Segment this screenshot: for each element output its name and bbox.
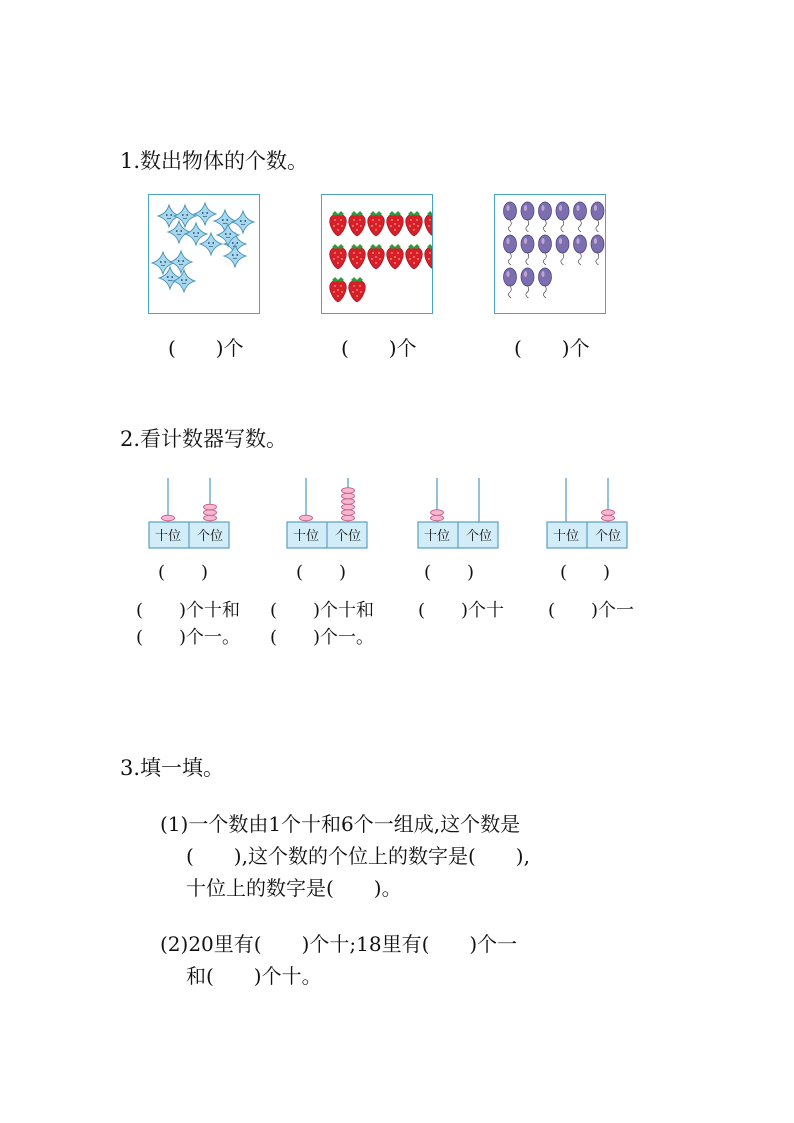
tens-place-label: 十位: [552, 529, 580, 544]
strawberry-item: [387, 211, 404, 236]
ones-place-label: 个位: [196, 529, 224, 544]
strawberry-item: [406, 211, 423, 236]
strawberry-item: [349, 211, 366, 236]
abacus-bead: [342, 493, 355, 499]
strawberry-item: [387, 244, 404, 269]
abacus-bead: [342, 515, 355, 521]
q1-title: 1.数出物体的个数。: [120, 149, 309, 173]
star-item: [232, 211, 254, 233]
abacus-bead: [204, 515, 217, 521]
tens-place-label: 十位: [292, 529, 320, 544]
strawberry-item: [349, 244, 366, 269]
abacus-3-number-blank[interactable]: ( ): [424, 562, 475, 583]
strawberry-item: [406, 244, 423, 269]
abacus-1-number-blank[interactable]: ( ): [158, 562, 209, 583]
balloon-item: [574, 202, 587, 232]
abacus-3: [417, 470, 499, 550]
star-item: [173, 270, 195, 292]
q1-answer-2[interactable]: ( )个: [341, 336, 417, 360]
abacus-4-ones-fill[interactable]: ( )个一: [548, 600, 635, 621]
abacus-bead: [204, 510, 217, 516]
abacus-1-ones-fill[interactable]: ( )个一。: [136, 627, 241, 648]
strawberry-item: [425, 211, 432, 236]
abacus-2-tens-fill[interactable]: ( )个十和: [270, 600, 375, 621]
tens-place-label: 十位: [423, 529, 451, 544]
star-item: [168, 221, 190, 243]
q3-part2-line2[interactable]: 和( )个十。: [186, 964, 322, 988]
balloon-item: [504, 268, 517, 298]
star-icon: [149, 195, 259, 313]
q3-part2-line1[interactable]: (2)20里有( )个十;18里有( )个一: [160, 932, 518, 956]
abacus-bead: [162, 515, 175, 521]
strawberry-icon: [322, 195, 432, 313]
star-item: [185, 223, 207, 245]
strawberries-picture-box: [321, 194, 433, 314]
abacus-bead: [602, 515, 615, 521]
star-item: [200, 233, 222, 255]
balloon-item: [591, 235, 604, 265]
abacus-bead: [342, 510, 355, 516]
star-item: [194, 203, 216, 225]
abacus-2-number-blank[interactable]: ( ): [296, 562, 347, 583]
balloon-icon: [495, 195, 605, 313]
balloon-item: [574, 235, 587, 265]
abacus-4: [546, 470, 628, 550]
abacus-bead: [342, 504, 355, 510]
balloon-item: [521, 268, 534, 298]
abacus-1: [148, 470, 230, 550]
abacus-3-tens-fill[interactable]: ( )个十: [418, 600, 505, 621]
star-item: [170, 251, 192, 273]
q3-part1-line1: (1)一个数由1个十和6个一组成,这个数是: [160, 812, 521, 836]
balloon-item: [591, 202, 604, 232]
abacus-2-ones-fill[interactable]: ( )个一。: [270, 627, 375, 648]
abacus-bead: [300, 515, 313, 521]
stars-picture-box: [148, 194, 260, 314]
strawberry-item: [425, 244, 432, 269]
q1-answer-3[interactable]: ( )个: [514, 336, 590, 360]
balloon-item: [521, 235, 534, 265]
balloon-item: [556, 235, 569, 265]
abacus-1-tens-fill[interactable]: ( )个十和: [136, 600, 241, 621]
strawberry-item: [330, 244, 347, 269]
strawberry-item: [368, 244, 385, 269]
balloon-item: [539, 268, 552, 298]
strawberry-item: [368, 211, 385, 236]
q2-title: 2.看计数器写数。: [120, 427, 288, 451]
strawberry-item: [330, 277, 347, 302]
abacus-bead: [342, 499, 355, 505]
balloon-item: [539, 235, 552, 265]
star-item: [174, 205, 196, 227]
star-item: [214, 210, 236, 232]
tens-place-label: 十位: [154, 529, 182, 544]
abacus-bead: [204, 504, 217, 510]
balloon-item: [556, 202, 569, 232]
strawberry-item: [349, 277, 366, 302]
ones-place-label: 个位: [594, 529, 622, 544]
abacus-bead: [602, 510, 615, 516]
ones-place-label: 个位: [334, 529, 362, 544]
balloon-item: [539, 202, 552, 232]
balloon-item: [504, 202, 517, 232]
balloon-item: [504, 235, 517, 265]
q3-part1-line2[interactable]: ( ),这个数的个位上的数字是( ),: [186, 844, 530, 868]
abacus-bead: [342, 488, 355, 494]
q3-title: 3.填一填。: [120, 756, 225, 780]
abacus-bead: [431, 510, 444, 516]
abacus-2: [286, 470, 368, 550]
q1-answer-1[interactable]: ( )个: [168, 336, 244, 360]
balloon-item: [521, 202, 534, 232]
star-item: [224, 245, 246, 267]
ones-place-label: 个位: [465, 529, 493, 544]
balloons-picture-box: [494, 194, 606, 314]
abacus-bead: [431, 515, 444, 521]
abacus-4-number-blank[interactable]: ( ): [560, 562, 611, 583]
q3-part1-line3[interactable]: 十位上的数字是( )。: [186, 876, 402, 900]
strawberry-item: [330, 211, 347, 236]
